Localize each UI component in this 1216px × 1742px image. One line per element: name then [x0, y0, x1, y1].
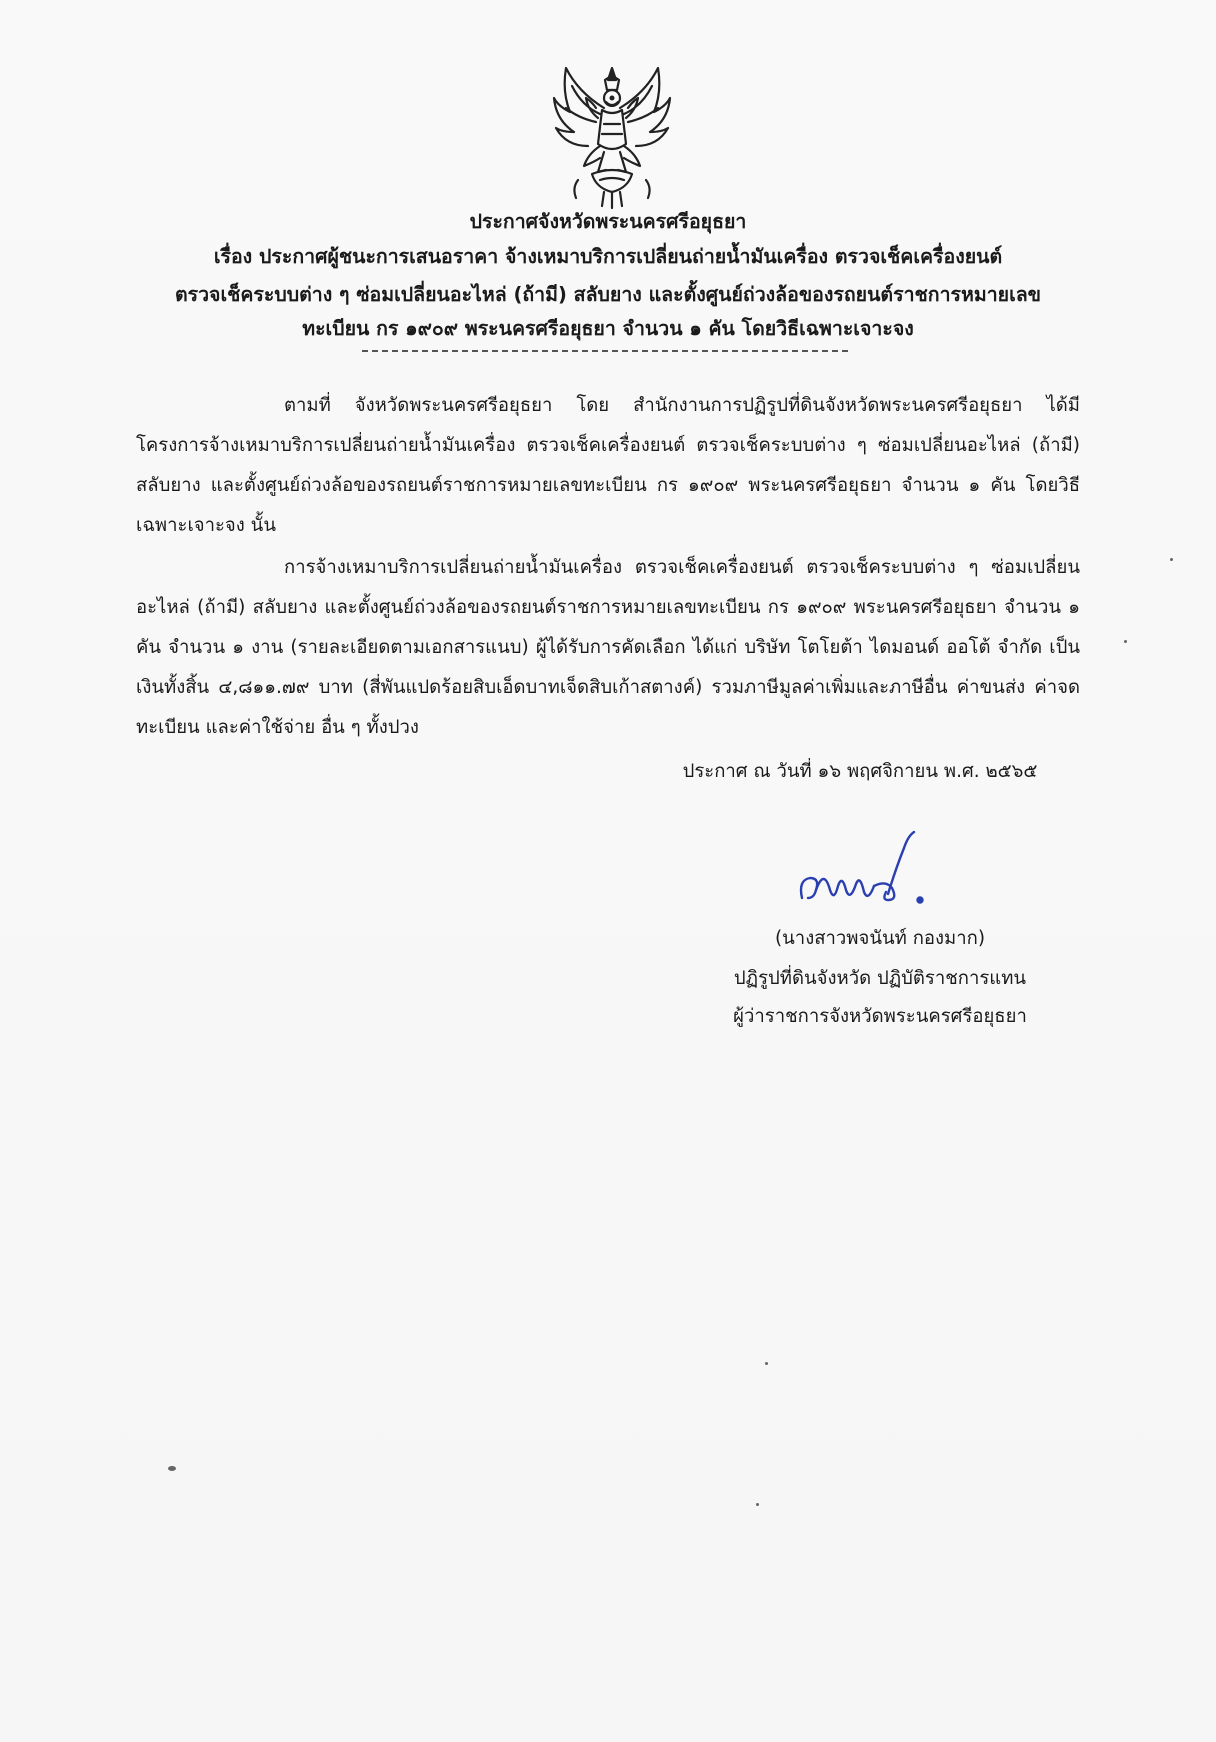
garuda-emblem-icon: [548, 62, 676, 212]
subject-line-2: ตรวจเช็คระบบต่าง ๆ ซ่อมเปลี่ยนอะไหล่ (ถ้ามี) สลับยาง และตั้งศูนย์ถ่วงล้อของรถยนต์ราชการหมายเลข: [174, 283, 1042, 306]
subject-line-3: ทะเบียน กร ๑๙๐๙ พระนครศรีอยุธยา จำนวน ๑ คัน โดยวิธีเฉพาะเจาะจง: [302, 317, 914, 340]
subject-line-1: เรื่อง ประกาศผู้ชนะการเสนอราคา จ้างเหมาบริการเปลี่ยนถ่ายน้ำมันเครื่อง ตรวจเช็คเครื่องยนต์: [213, 245, 1003, 268]
signatory-name: (นางสาวพจนันท์ กองมาก): [774, 928, 986, 949]
scan-speck: [765, 1362, 768, 1365]
scan-speck: [1170, 558, 1173, 561]
announcement-date: ประกาศ ณ วันที่ ๑๖ พฤศจิกายน พ.ศ. ๒๕๖๕: [682, 761, 1038, 782]
body-paragraph-1: [136, 386, 1080, 546]
paragraph-1-text: ตามที่ จังหวัดพระนครศรีอยุธยา โดย สำนักงานการปฏิรูปที่ดินจังหวัดพระนครศรีอยุธยา ได้มี โครงการจ้างเหมาบริการเปลี่ยนถ่ายน้ำมันเครื่อง ตรวจเช็คเครื่องยนต์ ตรวจเช็คระบบต่าง ๆ ซ่อมเปลี่ยนอะไหล่ (ถ้ามี) สลับยาง และตั้งศูนย์ถ่วงล้อของรถยนต์ราชการหมายเลขทะเบียน กร ๑๙๐๙ พระนครศรีอยุธยา จำนวน ๑ คัน โดยวิธีเฉพาะเจาะจง นั้น: [136, 395, 1080, 536]
body-paragraph-2: [136, 548, 1080, 748]
handwritten-signature-icon: [790, 828, 950, 918]
signatory-position: ปฏิรูปที่ดินจังหวัด ปฏิบัติราชการแทน: [733, 968, 1027, 989]
separator-line: [362, 350, 848, 352]
scan-speck: [1124, 640, 1127, 643]
scan-speck: [168, 1466, 176, 1471]
paragraph-2-text: การจ้างเหมาบริการเปลี่ยนถ่ายน้ำมันเครื่อง ตรวจเช็คเครื่องยนต์ ตรวจเช็คระบบต่าง ๆ ซ่อมเปลี่ยนอะไหล่ (ถ้ามี) สลับยาง และตั้งศูนย์ถ่วงล้อของรถยนต์ราชการหมายเลขทะเบียน กร ๑๙๐๙ พระนครศรีอยุธยา จำนวน ๑ คัน จำนวน ๑ งาน (รายละเอียดตามเอกสารแนบ) ผู้ได้รับการคัดเลือก ได้แก่ บริษัท โตโยต้า ไดมอนด์ ออโต้ จำกัด เป็นเงินทั้งสิ้น ๔,๘๑๑.๗๙ บาท (สี่พันแปดร้อยสิบเอ็ดบาทเจ็ดสิบเก้าสตางค์) รวมภาษีมูลค่าเพิ่มและภาษีอื่น ค่าขนส่ง ค่าจดทะเบียน และค่าใช้จ่าย อื่น ๆ ทั้งปวง: [136, 557, 1080, 738]
province-title: ประกาศจังหวัดพระนครศรีอยุธยา: [469, 210, 747, 233]
scan-speck: [756, 1503, 759, 1506]
signatory-on-behalf: ผู้ว่าราชการจังหวัดพระนครศรีอยุธยา: [733, 1006, 1027, 1027]
